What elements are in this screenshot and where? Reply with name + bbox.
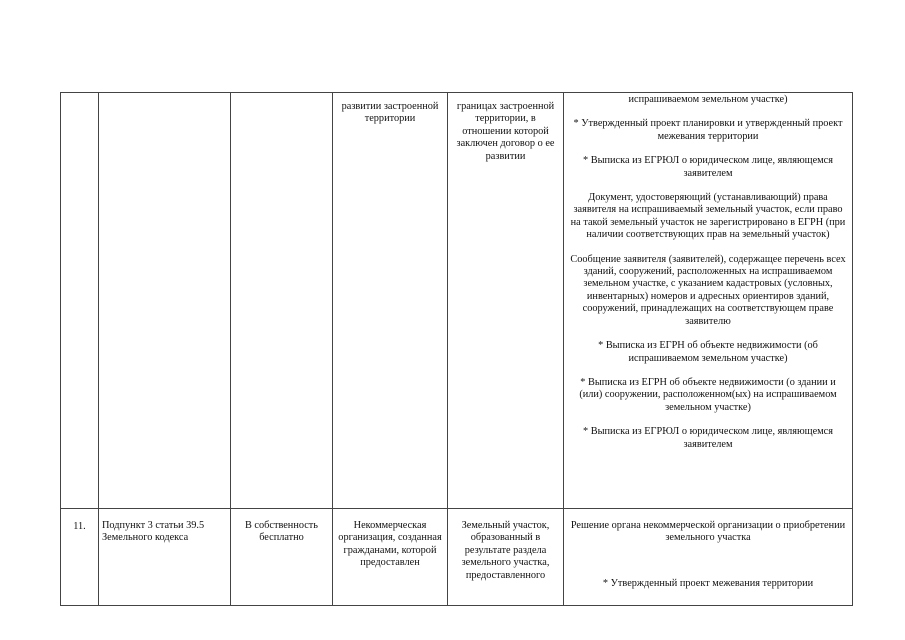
land-plot-cell: границах застроенной территории, в отношении которой заключен договор о ее развитии xyxy=(448,93,564,509)
document-item: Решение органа некоммерческой организации о приобретении земельного участка xyxy=(570,520,846,544)
right-type-cell xyxy=(231,93,333,509)
document-item: Сообщение заявителя (заявителей), содержащее перечень всех зданий, сооружений, расположенных на испрашиваемом земельном участке, с указанием кадастровых (условных, инвентарных) номеров и адресных ориентиров зданий, сооружений, принадлежащих на соответствующем праве заявителю xyxy=(570,253,846,327)
table-row xyxy=(61,93,853,509)
legal-basis-cell xyxy=(99,93,231,509)
documents-table xyxy=(60,92,853,606)
document-item: * Выписка из ЕГРЮЛ о юридическом лице, являющемся заявителем xyxy=(583,155,833,179)
legal-basis-cell: Подпункт 3 статьи 39.5 Земельного кодекса xyxy=(99,509,231,606)
document-item: * Выписка из ЕГРН об объекте недвижимости (об испрашиваемом земельном участке) xyxy=(598,340,818,364)
document-item: * Утвержденный проект межевания территории xyxy=(602,577,814,589)
document-item: * Утвержденный проект планировки и утвержденный проект межевания территории xyxy=(573,118,843,142)
right-type-cell: В собственность бесплатно xyxy=(231,509,333,606)
document-item: Документ, удостоверяющий (устанавливающий) права заявителя на испрашиваемый земельный участок, если право на такой земельный участок не зарегистрировано в ЕГРН (при наличии соответствующих прав на земельный участок) xyxy=(570,192,846,241)
applicant-cell: развитии застроенной территории xyxy=(333,93,448,509)
documents-cell xyxy=(564,509,853,606)
document-item: испрашиваемом земельном участке) xyxy=(628,94,788,105)
documents-cell xyxy=(564,93,853,509)
document-item: * Выписка из ЕГРН об объекте недвижимости (о здании и (или) сооружении, расположенном(ых) на испрашиваемом земельном участке) xyxy=(579,376,837,413)
document-item: * Выписка из ЕГРЮЛ о юридическом лице, являющемся заявителем xyxy=(583,426,833,450)
row-number-cell: 11. xyxy=(61,509,99,606)
row-number-cell xyxy=(61,93,99,509)
land-plot-cell: Земельный участок, образованный в результате раздела земельного участка, предоставленного xyxy=(448,509,564,606)
table-row xyxy=(61,509,853,606)
applicant-cell: Некоммерческая организация, созданная гражданами, которой предоставлен xyxy=(333,509,448,606)
